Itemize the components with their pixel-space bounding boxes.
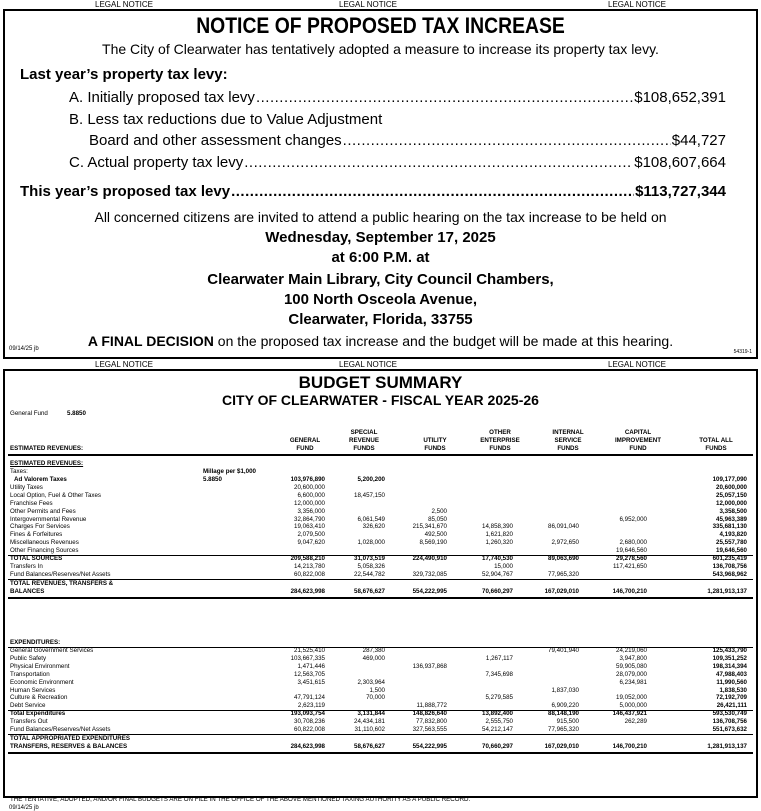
rev-cell: 25,057,150 [716, 491, 747, 499]
exp-row-label: Economic Environment [10, 678, 74, 686]
rev-cell: 6,600,000 [297, 491, 325, 499]
exp-cell: 6,909,220 [551, 702, 579, 710]
rev-cell: 22,544,782 [354, 570, 385, 578]
rev-total-cell: 58,676,627 [354, 587, 385, 595]
exp-row-label: Total Expenditures [10, 710, 66, 718]
line-c-label: C. Actual property tax levy [69, 154, 244, 171]
exp-cell: 70,000 [366, 694, 385, 702]
final-decision [5, 333, 756, 349]
exp-cell: 1,471,446 [297, 662, 325, 670]
rev-cell: 14,213,780 [294, 562, 325, 570]
notice-title: NOTICE OF PROPOSED TAX INCREASE [196, 13, 565, 38]
rev-cell: 18,457,150 [354, 491, 385, 499]
rev-cell: 329,732,085 [412, 570, 447, 578]
rev-cell: 29,278,560 [616, 555, 647, 562]
exp-row-label: Human Services [10, 686, 56, 694]
notice-intro: The City of Clearwater has tentatively adopted a measure to increase its property tax levy. [102, 41, 659, 57]
legal-notice-label: LEGAL NOTICE [608, 0, 666, 9]
exp-cell: 2,623,119 [297, 702, 325, 710]
exp-cell: 1,267,117 [485, 654, 513, 662]
rev-cell: 326,620 [362, 523, 385, 531]
rev-cell: 2,680,000 [619, 539, 647, 547]
exp-cell: 26,421,111 [716, 702, 747, 710]
rev-cell: 52,904,767 [482, 570, 513, 578]
rev-cell: 31,073,519 [354, 555, 385, 562]
legal-notice-label: LEGAL NOTICE [608, 360, 666, 369]
rev-total-cell: 554,222,995 [412, 587, 447, 595]
rev-cell: 136,708,756 [712, 562, 747, 570]
exp-cell: 60,822,008 [294, 726, 325, 733]
rev-cell: 1,260,320 [485, 539, 513, 547]
exp-cell: 59,905,080 [616, 662, 647, 670]
rev-cell: 2,079,500 [297, 531, 325, 539]
line-b1: B. Less tax reductions due to Value Adjustment [69, 111, 383, 128]
hearing-location-2: 100 North Osceola Avenue, [283, 291, 478, 308]
col-header-general [275, 437, 335, 453]
exp-cell: 262,289 [624, 718, 647, 726]
exp-total-label: TOTAL APPROPRIATED EXPENDITURES [10, 734, 130, 742]
exp-row-label: Transportation [10, 670, 50, 678]
rev-cell: 5,058,326 [357, 562, 385, 570]
exp-cell: 30,708,236 [294, 718, 325, 726]
header-rule [8, 454, 753, 456]
col-header-line: SPECIAL [350, 429, 378, 436]
exp-cell: 2,303,964 [357, 678, 385, 686]
exp-cell: 77,965,320 [548, 726, 579, 733]
exp-row-label: Debt Service [10, 702, 46, 710]
exp-total-label: TRANSFERS, RESERVES & BALANCES [10, 742, 128, 750]
col-header-line: TOTAL ALL [699, 437, 733, 444]
col-header-capital [605, 429, 671, 453]
rev-cell: 19,646,560 [616, 547, 647, 555]
col-header-internal [536, 429, 600, 453]
exp-total-cell: 1,281,913,137 [707, 742, 747, 750]
exp-cell: 1,838,530 [719, 686, 747, 694]
exp-cell: 3,131,844 [357, 710, 385, 718]
exp-cell: 79,401,940 [548, 647, 579, 654]
hearing-date: Wednesday, September 17, 2025 [265, 229, 496, 246]
exp-total-cell: 167,029,010 [544, 742, 579, 750]
legal-notice-label: LEGAL NOTICE [339, 0, 397, 9]
line-b2-value: $44,727 [671, 132, 726, 149]
col-header-line: UTILITY [423, 437, 447, 444]
rev-cell: 19,646,560 [716, 547, 747, 555]
exp-cell: 21,525,410 [294, 647, 325, 654]
rev-row-label: Fund Balances/Reserves/Net Assets [10, 570, 111, 578]
col-header-line: ENTERPRISE [480, 436, 520, 444]
rev-cell: 5,200,200 [357, 476, 385, 483]
exp-cell: 136,937,868 [412, 662, 447, 670]
exp-cell: 3,947,800 [619, 654, 647, 662]
exp-row-label: Physical Environment [10, 662, 70, 670]
col-header-line: REVENUE [349, 436, 379, 444]
rev-cell: 2,972,650 [551, 539, 579, 547]
rev-cell: 12,000,000 [294, 499, 325, 507]
final-decision-rest: on the proposed tax increase and the budget will be made at this hearing. [213, 333, 674, 349]
general-fund-rate: 5.8850 [67, 410, 86, 417]
exp-cell: 148,826,640 [412, 710, 447, 718]
col-header-line: FUND [629, 444, 647, 452]
legal-notice-label: LEGAL NOTICE [95, 360, 153, 369]
rev-total-cell: 70,660,297 [482, 587, 513, 595]
exp-cell: 72,192,709 [716, 694, 747, 702]
exp-cell: 54,212,147 [482, 726, 513, 733]
rev-cell: 543,968,962 [712, 570, 747, 578]
rev-cell: 6,061,549 [357, 515, 385, 523]
rev-cell: 8,569,190 [419, 539, 447, 547]
col-header-line: FUND [296, 444, 314, 452]
rev-row-label: Miscellaneous Revenues [10, 539, 79, 547]
col-header-line: FUNDS [489, 444, 511, 452]
exp-cell: 5,000,000 [619, 702, 647, 710]
legal-notice-label: LEGAL NOTICE [95, 0, 153, 9]
exp-row-label: General Government Services [10, 647, 94, 654]
rev-cell: 109,177,090 [712, 476, 747, 483]
rev-row-label: Charges For Services [10, 523, 70, 531]
exp-cell: 12,563,705 [294, 670, 325, 678]
rev-row-label: Intergovernmental Revenue [10, 515, 87, 523]
rev-cell: 4,193,820 [719, 531, 747, 539]
line-c-value: $108,607,664 [634, 154, 726, 171]
exp-cell: 193,093,754 [290, 710, 325, 718]
exp-cell: 6,234,981 [619, 678, 647, 686]
hearing-location-1: Clearwater Main Library, City Council Chambers, [207, 271, 554, 288]
rev-cell: 9,047,620 [297, 539, 325, 547]
this-year-value: $113,727,344 [635, 183, 726, 200]
exp-total-cell: 70,660,297 [482, 742, 513, 750]
exp-cell: 13,892,400 [482, 710, 513, 718]
rev-row-label: Fines & Forfeitures [10, 531, 63, 539]
rev-cell: 32,864,790 [294, 515, 325, 523]
tax-increase-notice [3, 9, 758, 359]
exp-cell: 103,667,335 [290, 654, 325, 662]
this-year-levy [20, 183, 726, 200]
rev-cell: 1,028,000 [357, 539, 385, 547]
this-year-label: This year’s proposed tax levy [20, 183, 231, 200]
col-header-line: CAPITAL [624, 429, 652, 436]
rev-cell: 25,557,780 [716, 539, 747, 547]
rev-cell: 86,091,040 [548, 523, 579, 531]
table-rule [8, 597, 753, 599]
rev-cell: 3,358,500 [719, 507, 747, 515]
rev-cell: 117,421,650 [613, 562, 647, 570]
exp-cell: 5,279,585 [485, 694, 513, 702]
rev-row-label: Utility Taxes [10, 483, 43, 491]
rev-cell: 6,952,000 [619, 515, 647, 523]
hearing-location-3: Clearwater, Florida, 33755 [288, 311, 473, 328]
rev-cell: 215,341,670 [412, 523, 447, 531]
rev-total-cell: 146,700,210 [612, 587, 647, 595]
exp-total-cell: 554,222,995 [412, 742, 447, 750]
rev-cell: 12,000,000 [716, 499, 747, 507]
col-header-line: INTERNAL [552, 429, 584, 436]
exp-cell: 915,500 [556, 718, 579, 726]
exp-cell: 88,148,190 [548, 710, 579, 718]
rev-cell: 1,621,820 [485, 531, 513, 539]
exp-cell: 2,555,750 [485, 718, 513, 726]
legal-notice-label: LEGAL NOTICE [339, 360, 397, 369]
exp-total-cell: 58,676,627 [354, 742, 385, 750]
exp-cell: 11,990,560 [716, 678, 747, 686]
millage-label: Millage per $1,000 [203, 468, 256, 475]
rev-cell: 77,965,320 [548, 570, 579, 578]
col-header-other [468, 429, 532, 453]
stamp-right: 54319-1 [733, 349, 752, 355]
legal-notice-band-mid [0, 360, 761, 369]
invite-text: All concerned citizens are invited to attend a public hearing on the tax increase to be held on [94, 209, 667, 225]
rev-row-label: TOTAL SOURCES [10, 555, 63, 562]
exp-cell: 146,437,921 [612, 710, 647, 718]
budget-subtitle: CITY OF CLEARWATER - FISCAL YEAR 2025-26 [222, 392, 539, 408]
exp-cell: 19,052,000 [616, 694, 647, 702]
line-c [69, 154, 726, 171]
exp-cell: 47,988,403 [716, 670, 747, 678]
exp-cell: 469,000 [362, 654, 385, 662]
rev-total-cell: 167,029,010 [544, 587, 579, 595]
rev-cell: 20,600,000 [716, 483, 747, 491]
rev-cell: 60,822,008 [294, 570, 325, 578]
exp-cell: 11,888,772 [416, 702, 447, 710]
rev-row-label: Transfers In [10, 562, 43, 570]
budget-footer: THE TENTATIVE, ADOPTED, AND/OR FINAL BUDGETS ARE ON FILE IN THE OFFICE OF THE ABOVE MENTIONED TAXING AUTHORITY AS A PUBLIC RECORD. [10, 796, 471, 803]
rev-row-label: Franchise Fees [10, 499, 53, 507]
header-estimated-revenues: ESTIMATED REVENUES: [10, 445, 84, 452]
rev-cell: 209,588,210 [290, 555, 325, 562]
exp-cell: 1,837,030 [551, 686, 579, 694]
exp-row-label: Public Safety [10, 654, 47, 662]
exp-cell: 125,433,790 [712, 647, 747, 654]
col-header-total [679, 437, 753, 453]
rev-cell: 2,500 [431, 507, 447, 515]
rev-cell: 15,000 [494, 562, 513, 570]
exp-cell: 24,219,060 [616, 647, 647, 654]
rev-cell: 601,235,419 [712, 555, 747, 562]
col-header-line: FUNDS [353, 444, 375, 452]
exp-row-label: Fund Balances/Reserves/Net Assets [10, 726, 111, 733]
rev-cell: 103,976,890 [290, 476, 325, 483]
line-b2-label: Board and other assessment changes [89, 132, 342, 149]
rev-cell: 14,858,390 [482, 523, 513, 531]
exp-cell: 24,434,181 [354, 718, 385, 726]
exp-cell: 551,673,632 [712, 726, 747, 733]
rev-cell: 45,963,389 [716, 515, 747, 523]
exp-cell: 198,314,394 [712, 662, 747, 670]
table-rule [8, 579, 753, 580]
rev-total-cell: 1,281,913,137 [707, 587, 747, 595]
col-header-line: OTHER [489, 429, 511, 436]
exp-cell: 47,791,124 [294, 694, 325, 702]
taxes-label: Taxes: [10, 468, 28, 475]
exp-cell: 136,708,756 [712, 718, 747, 726]
exp-cell: 287,380 [362, 647, 385, 654]
hearing-time: at 6:00 P.M. at [331, 249, 430, 266]
rev-row-label: Ad Valorem Taxes [14, 476, 67, 483]
final-decision-bold: A FINAL DECISION [87, 333, 214, 349]
col-header-line: FUNDS [557, 444, 579, 452]
rev-heading: ESTIMATED REVENUES: [10, 460, 84, 467]
exp-cell: 77,832,800 [416, 718, 447, 726]
exp-cell: 31,110,602 [354, 726, 385, 733]
rev-total-label: TOTAL REVENUES, TRANSFERS & [10, 579, 114, 587]
exp-row-label: Culture & Recreation [10, 694, 68, 702]
stamp-left: 09/14/25 jb [9, 346, 39, 352]
exp-cell: 3,451,615 [297, 678, 325, 686]
rev-row-label: Local Option, Fuel & Other Taxes [10, 491, 102, 499]
rev-row-millage: 5.8850 [203, 476, 222, 483]
budget-title: BUDGET SUMMARY [298, 373, 463, 392]
exp-cell: 109,351,252 [712, 654, 747, 662]
exp-total-cell: 146,700,210 [612, 742, 647, 750]
rev-cell: 335,681,130 [712, 523, 747, 531]
exp-cell: 7,345,698 [485, 670, 513, 678]
rev-cell: 224,490,910 [412, 555, 447, 562]
exp-row-label: Transfers Out [10, 718, 48, 726]
rev-cell: 17,740,530 [482, 555, 513, 562]
col-header-line: GENERAL [289, 437, 321, 444]
col-header-line: FUNDS [424, 444, 446, 452]
rev-row-label: Other Financing Sources [10, 547, 79, 555]
budget-summary [3, 369, 758, 811]
rev-cell: 3,356,000 [297, 507, 325, 515]
last-year-heading: Last year’s property tax levy: [20, 66, 228, 83]
rev-cell: 492,500 [424, 531, 447, 539]
exp-cell: 1,500 [369, 686, 385, 694]
exp-cell: 28,079,000 [616, 670, 647, 678]
line-b2 [89, 132, 726, 149]
col-header-line: IMPROVEMENT [614, 436, 662, 444]
col-header-utility [405, 437, 465, 453]
exp-cell: 327,563,555 [412, 726, 447, 733]
col-header-special [332, 429, 396, 453]
line-a-label: A. Initially proposed tax levy [69, 89, 255, 106]
exp-heading: EXPENDITURES: [10, 639, 61, 646]
line-a-value: $108,652,391 [634, 89, 726, 106]
rev-row-label: Other Permits and Fees [10, 507, 76, 515]
exp-total-cell: 284,623,998 [290, 742, 325, 750]
exp-cell: 593,530,749 [712, 710, 747, 718]
table-rule [8, 752, 753, 754]
legal-notice-band-top [0, 0, 761, 9]
col-header-line: FUNDS [705, 444, 727, 452]
budget-stamp-left: 09/14/25 jb [9, 805, 39, 811]
rev-total-label: BALANCES [10, 587, 45, 595]
col-header-line: SERVICE [554, 436, 582, 444]
rev-cell: 20,600,000 [294, 483, 325, 491]
rev-cell: 85,050 [428, 515, 447, 523]
rev-cell: 19,063,410 [294, 523, 325, 531]
line-a [69, 89, 726, 106]
rev-cell: 89,063,690 [548, 555, 579, 562]
rev-total-cell: 284,623,998 [290, 587, 325, 595]
general-fund-label: General Fund [10, 410, 48, 417]
